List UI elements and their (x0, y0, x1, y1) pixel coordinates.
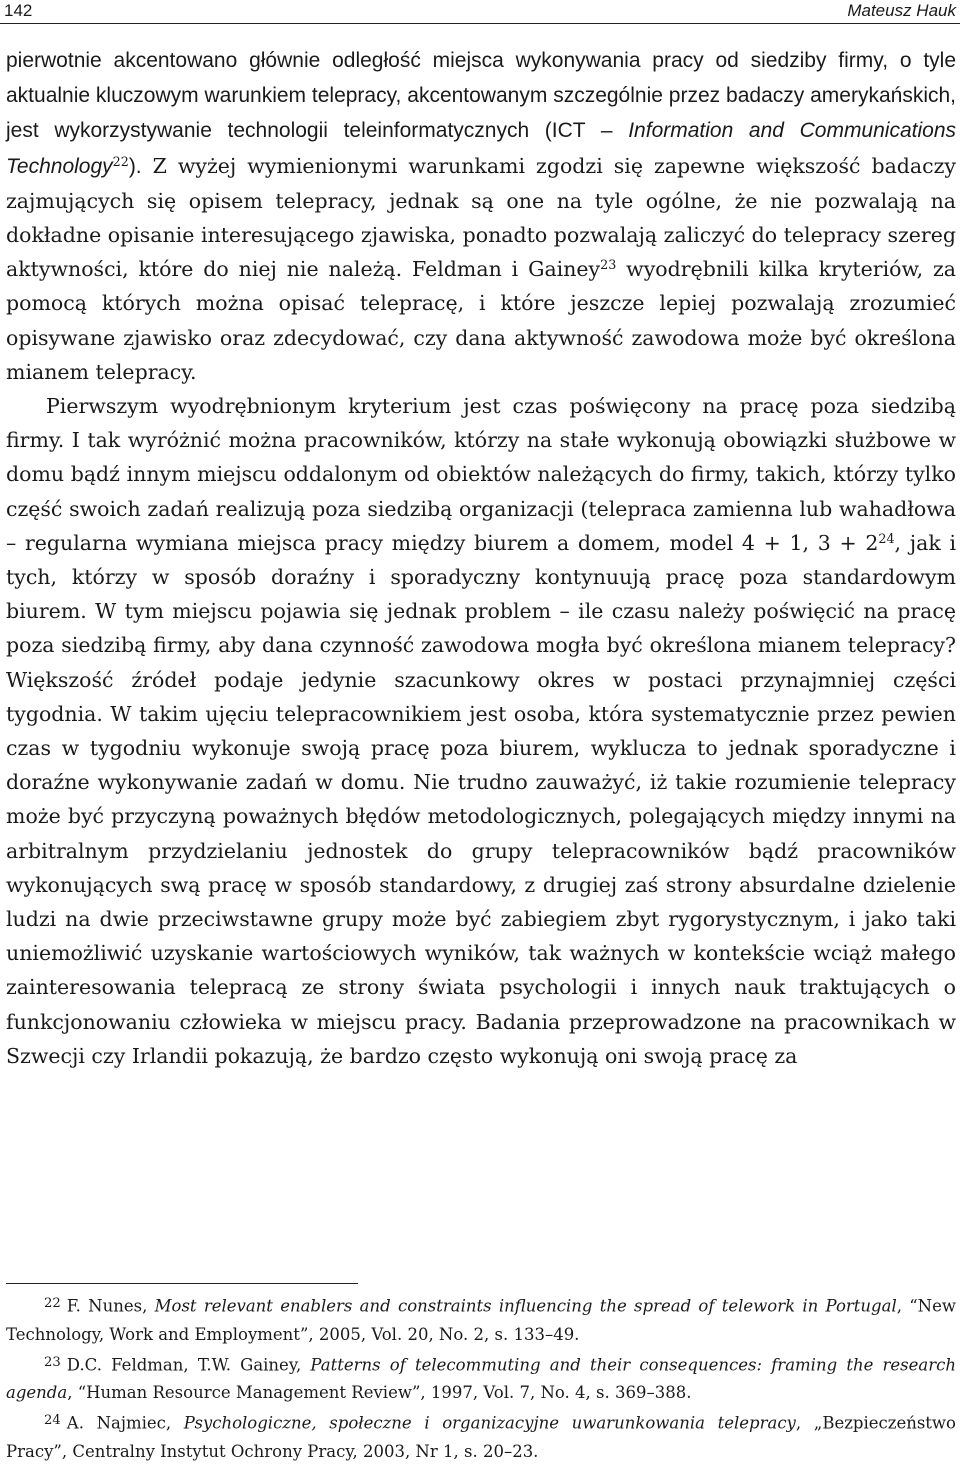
page-number: 142 (4, 1, 33, 20)
paragraph-2-start: Pierwszym wyodrębnionym kryterium jest czas poświęcony na pracę poza siedzibą firmy. I tak wyróżnić można pracowników, którzy na stałe wykonują obowiązki służbowe w domu bądź innym miejscu oddalonym od obiektów należących do firmy, takich, którzy tylko część swoich zadań realizują poza siedzibą organizacji (telepraca zamienna lub wahadłowa – regularna wymiana miejsca pracy między biurem a domem, model 4 + 1, 3 + 2 (6, 394, 956, 555)
footnotes (6, 1290, 956, 1466)
paragraph-1-sans-end: ). (128, 154, 142, 178)
footnote-23 (6, 1349, 956, 1408)
footnote-source: , “New Technology, Work and Employment”, 2005, Vol. 20, No. 2, s. 133–49. (6, 1296, 956, 1344)
paragraph-2 (6, 389, 956, 1073)
paragraph-1 (6, 43, 956, 389)
footnote-source: , „Bezpieczeństwo Pracy”, Centralny Instytut Ochrony Pracy, 2003, Nr 1, s. 20–23. (6, 1413, 956, 1461)
footnote-text: F. Nunes, (66, 1296, 155, 1316)
footnote-text: D.C. Feldman, T.W. Gainey, (66, 1355, 311, 1375)
main-text (6, 43, 956, 1073)
footnote-22 (6, 1290, 956, 1349)
paragraph-2-end: , jak i tych, którzy w sposób doraźny i sporadyczny kontynuują pracę poza standardowym biurem. W tym miejscu pojawia się jednak problem – ile czasu należy poświęcić na pracę poza siedzibą firmy, aby dana czynność zawodowa mogła być określona mianem telepracy? Większość źródeł podaje jedynie szacunkowy okres w postaci przynajmniej części tygodnia. W takim ujęciu telepracownikiem jest osoba, która systematycznie przez pewien czas w tygodniu wykonuje swoją pracę poza biurem, wyklucza to jednak sporadyczne i doraźne wykonywanie zadań w domu. Nie trudno zauważyć, iż takie rozumienie telepracy może być przyczyną poważnych błędów metodologicznych, polegających między innymi na arbitralnym przydzielaniu jednostek do grupy telepracowników bądź pracowników wykonujących swą pracę w sposób standardowy, z drugiej zaś strony absurdalne dzielenie ludzi na dwie przeciwstawne grupy może być zabiegiem zbyt rygorystycznym, i jako taki uniemożliwić uzyskanie wartościowych wyników, tak ważnych w kontekście wciąż małego zainteresowania telepracą ze strony świata psychologii i innych nauk traktujących o funkcjonowaniu człowieka w miejscu pracy. Badania przeprowadzone na pracownikach w Szwecji czy Irlandii pokazują, że bardzo często wykonują oni swoją pracę za (6, 530, 956, 1068)
running-header (0, 0, 960, 24)
footnote-title: Most relevant enablers and constraints influencing the spread of telework in Portugal (154, 1296, 897, 1316)
footnote-divider (6, 1283, 358, 1284)
footnote-number: 24 (44, 1413, 61, 1429)
paragraph-1-sans: pierwotnie akcentowano głównie odległość miejsca wykonywania pracy od siedziby firmy, o tyle aktualnie kluczowym warunkiem telepracy, akcentowanym szczególnie przez badaczy amerykańskich, jest wykorzystywanie technologii teleinformatycznych (ICT – (6, 49, 956, 143)
footnote-number: 22 (44, 1296, 61, 1311)
footnote-ref-22[interactable]: 22 (112, 153, 129, 169)
paragraph-1-serif-end: wyodrębnili kilka kryteriów, za pomocą których można opisać telepracę, i które jeszcze lepiej pozwalają zrozumieć opisywane zjawisko oraz zdecydować, czy dana aktywność zawodowa może być określona mianem telepracy. (6, 257, 956, 384)
footnote-ref-23[interactable]: 23 (600, 257, 617, 273)
running-author: Mateusz Hauk (847, 1, 956, 20)
footnote-text: A. Najmiec, (66, 1413, 184, 1433)
footnote-ref-24[interactable]: 24 (878, 530, 895, 546)
footnote-24 (6, 1407, 956, 1466)
footnote-number: 23 (44, 1354, 61, 1370)
footnote-title: Patterns of telecommuting and their consequences: framing the research agenda (6, 1355, 957, 1403)
footnote-title: Psychologiczne, społeczne i organizacyjne uwarunkowania telepracy (183, 1413, 796, 1433)
ict-expansion: Information and Communications Technology (6, 119, 956, 178)
paragraph-1-serif: Z wyżej wymienionymi warunkami zgodzi się zapewne większość badaczy zajmujących się opisem telepracy, jednak są one na tyle ogólne, że nie pozwalają na dokładne opisanie interesującego zjawiska, ponadto pozwalają zaliczyć do telepracy szereg aktywności, które do niej nie należą. Feldman i Gainey (6, 153, 956, 282)
footnote-source: , “Human Resource Management Review”, 1997, Vol. 7, No. 4, s. 369–388. (67, 1383, 692, 1403)
